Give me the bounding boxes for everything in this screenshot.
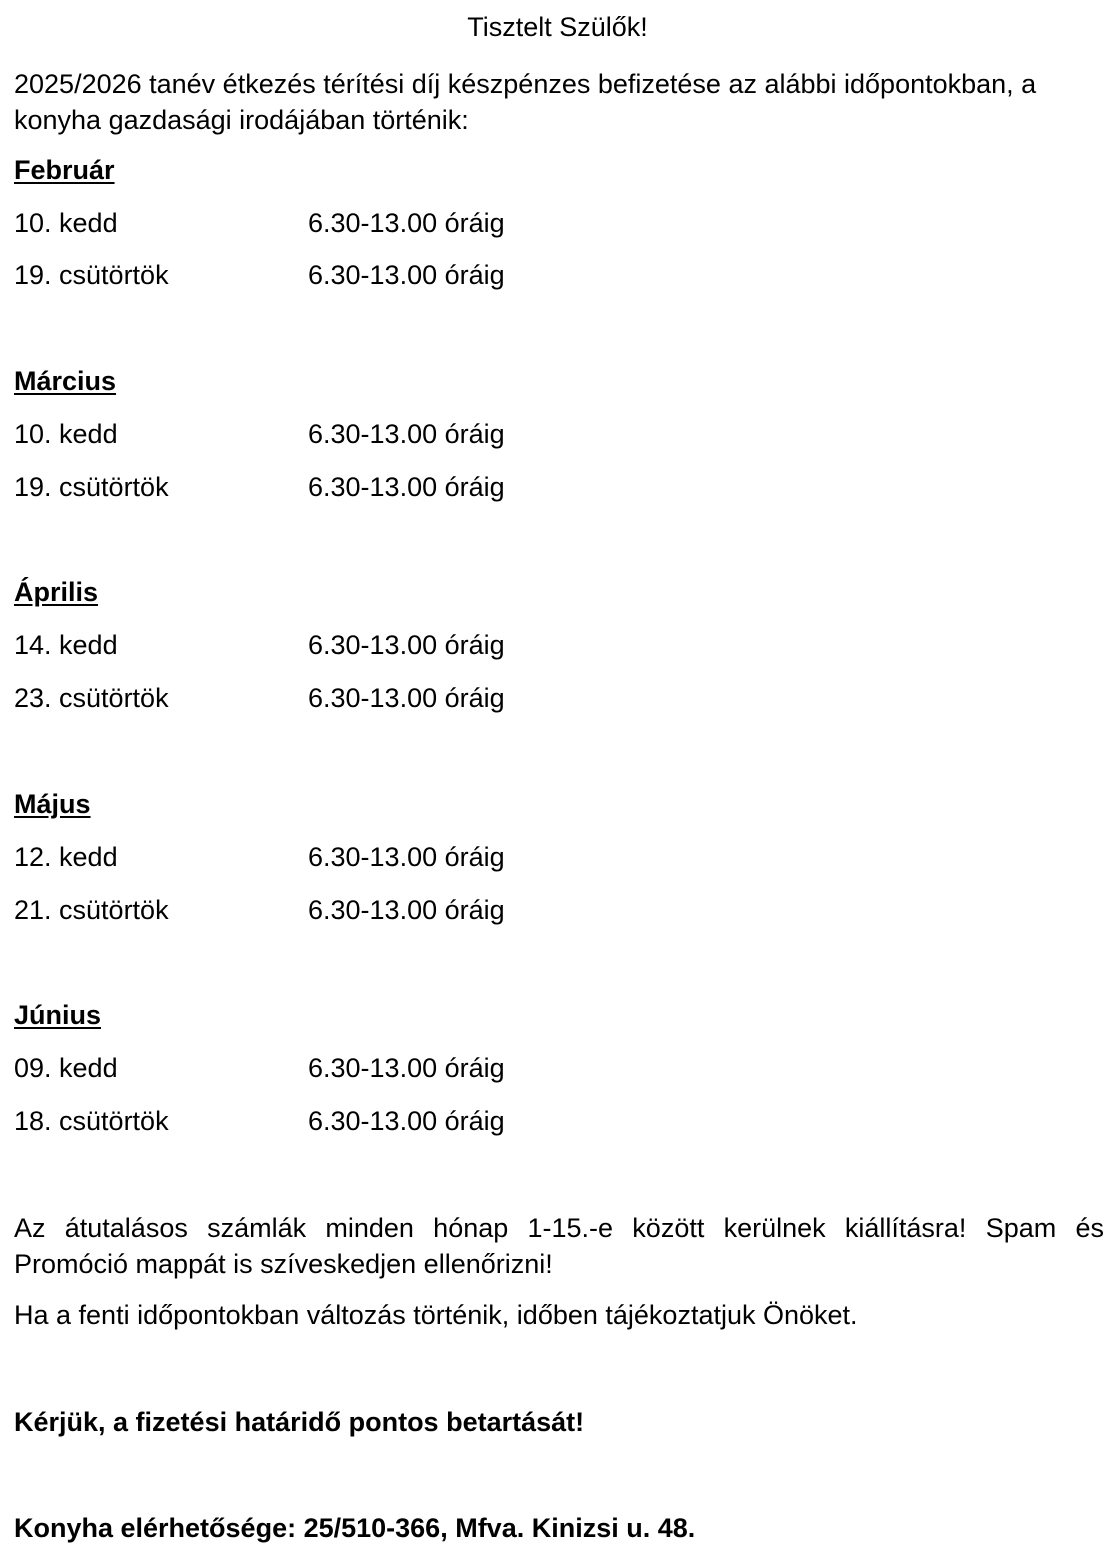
schedule-day: 10. kedd <box>14 208 118 238</box>
changes-note: Ha a fenti időpontokban változás történik, időben tájékoztatjuk Önöket. <box>14 1300 858 1330</box>
schedule-time: 6.30-13.00 óráig <box>308 895 505 925</box>
contact-info: Konyha elérhetősége: 25/510-366, Mfva. Kinizsi u. 48. <box>14 1513 696 1543</box>
schedule-day: 12. kedd <box>14 842 118 872</box>
intro-paragraph: 2025/2026 tanév étkezés térítési díj készpénzes befizetése az alábbi időpontokban, a konyha gazdasági irodájában történik: <box>14 69 1037 135</box>
schedule-time: 6.30-13.00 óráig <box>308 208 505 238</box>
schedule-time: 6.30-13.00 óráig <box>308 683 505 713</box>
schedule-day: 23. csütörtök <box>14 683 169 713</box>
schedule-time: 6.30-13.00 óráig <box>308 260 505 290</box>
month-heading-may: Május <box>14 789 91 819</box>
deadline-notice: Kérjük, a fizetési határidő pontos betartását! <box>14 1407 585 1437</box>
schedule-time: 6.30-13.00 óráig <box>308 1053 505 1083</box>
schedule-day: 09. kedd <box>14 1053 118 1083</box>
month-heading-june: Június <box>14 1000 102 1030</box>
schedule-time: 6.30-13.00 óráig <box>308 472 505 502</box>
schedule-day: 18. csütörtök <box>14 1106 169 1136</box>
page-title: Tisztelt Szülők! <box>467 12 648 42</box>
month-heading-march: Március <box>14 366 117 396</box>
schedule-day: 19. csütörtök <box>14 472 169 502</box>
invoice-note: Az átutalásos számlák minden hónap 1-15.-e között kerülnek kiállításra! Spam és Promóció mappát is szíveskedjen ellenőrizni! <box>14 1213 1104 1279</box>
schedule-day: 21. csütörtök <box>14 895 169 925</box>
schedule-time: 6.30-13.00 óráig <box>308 630 505 660</box>
month-heading-april: Április <box>14 577 99 607</box>
schedule-day: 14. kedd <box>14 630 118 660</box>
month-heading-february: Február <box>14 155 115 185</box>
schedule-time: 6.30-13.00 óráig <box>308 419 505 449</box>
schedule-day: 19. csütörtök <box>14 260 169 290</box>
schedule-time: 6.30-13.00 óráig <box>308 1106 505 1136</box>
schedule-time: 6.30-13.00 óráig <box>308 842 505 872</box>
schedule-day: 10. kedd <box>14 419 118 449</box>
